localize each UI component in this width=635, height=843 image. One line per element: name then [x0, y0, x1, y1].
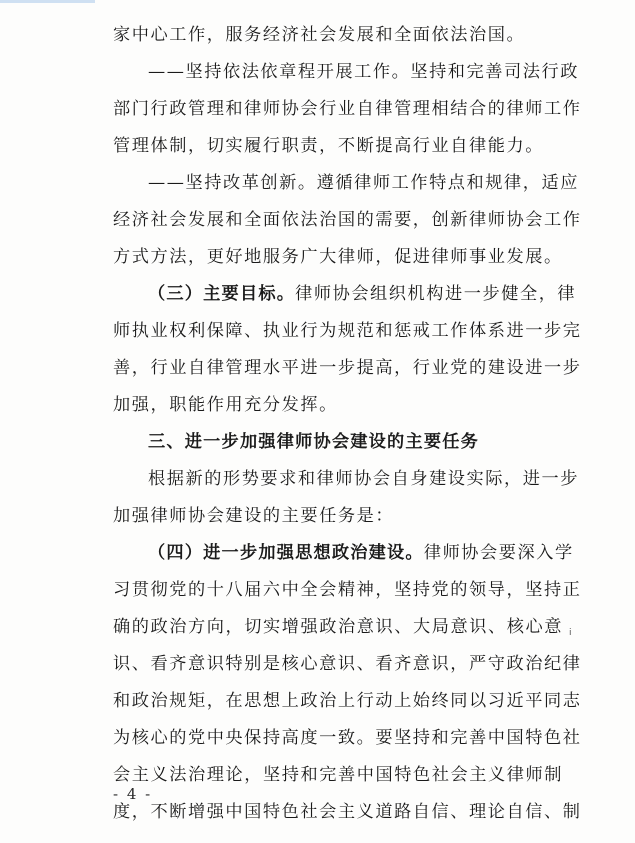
text-line: 会主义法治理论，坚持和完善中国特色社会主义律师制	[113, 765, 563, 785]
text-line: 识、看齐意识特别是核心意识、看齐意识，严守政治纪律	[113, 654, 582, 674]
text-line: 和政治规矩，在思想上政治上行动上始终同以习近平同志	[113, 691, 582, 711]
text-line: 师执业权利保障、执业行为规范和惩戒工作体系进一步完	[113, 321, 582, 341]
text-line: 加强律师协会建设的主要任务是：	[113, 506, 395, 526]
text-line: ——坚持依法依章程开展工作。坚持和完善司法行政	[148, 62, 579, 82]
text-line: 为核心的党中央保持高度一致。要坚持和完善中国特色社	[113, 728, 582, 748]
text-line: 律师协会组织机构进一步健全，律	[295, 284, 577, 304]
text-line: 善，行业自律管理水平进一步提高，行业党的建设进一步	[113, 358, 582, 378]
text-line: 律师协会要深入学	[423, 543, 574, 563]
text-line: 度，不断增强中国特色社会主义道路自信、理论自信、制	[113, 802, 582, 822]
political-heading: （四）进一步加强思想政治建设。	[148, 543, 424, 563]
text-line: 管理体制，切实履行职责，不断提高行业自律能力。	[113, 136, 544, 156]
page-number: - 4 -	[113, 785, 153, 803]
text-line: 加强，职能作用充分发挥。	[113, 395, 338, 415]
goals-heading: （三）主要目标。	[148, 284, 296, 304]
section-heading: 三、进一步加强律师协会建设的主要任务	[148, 432, 479, 452]
scan-corner-mark	[0, 0, 95, 3]
text-line: 经济社会发展和全面依法治国的需要，创新律师协会工作	[113, 210, 582, 230]
text-line: 习贯彻党的十八届六中全会精神，坚持党的领导，坚持正	[113, 580, 582, 600]
text-line: 确的政治方向，切实增强政治意识、大局意识、核心意	[113, 617, 563, 637]
political-paragraph-lead	[148, 538, 574, 568]
goals-paragraph-lead	[148, 279, 577, 309]
text-line: 根据新的形势要求和律师协会自身建设实际，进一步	[148, 469, 579, 489]
text-line: 方式方法，更好地服务广大律师，促进律师事业发展。	[113, 247, 563, 267]
text-line: 部门行政管理和律师协会行业自律管理相结合的律师工作	[113, 99, 582, 119]
scan-speck: ⅰ	[569, 628, 572, 638]
text-line: 家中心工作，服务经济社会发展和全面依法治国。	[113, 25, 526, 45]
text-line: ——坚持改革创新。遵循律师工作特点和规律，适应	[148, 173, 579, 193]
